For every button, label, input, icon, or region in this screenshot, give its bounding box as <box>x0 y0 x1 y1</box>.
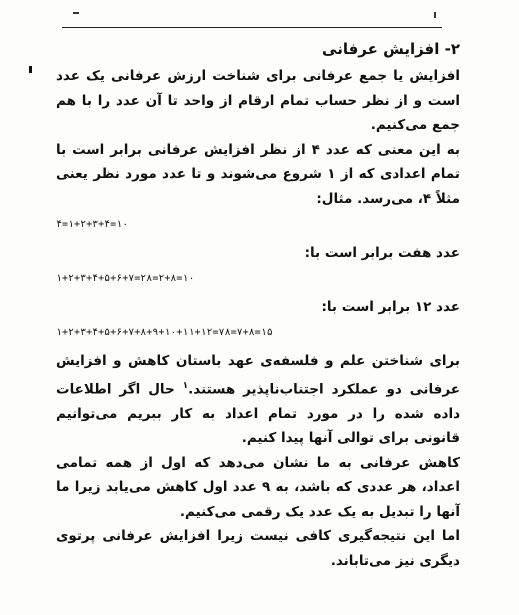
paragraph-ancient-science-b: حال اگر اطلاعات داده شده را در مورد تمام اعداد به کار ببریم می‌توانیم قانونی برای توالی آنها پیدا کنیم. <box>56 381 460 446</box>
paragraph-definition: افزایش یا جمع عرفانی برای شناخت ارزش عرفانی یک عدد است و از نظر حساب تمام ارقام از واحد تا آن عدد را با هم جمع می‌کنیم. <box>56 68 460 133</box>
scan-speck <box>434 12 436 18</box>
label-seven: عدد هفت برابر است با: <box>304 245 460 261</box>
paragraph-conclusion: اما این نتیجه‌گیری کافی نیست زیرا افزایش عرفانی پرتوی دیگری نیز می‌تاباند. <box>56 528 460 569</box>
equation-four: ۴=۱+۲+۳+۴=۱۰ <box>56 219 129 230</box>
paragraph-ancient-science-a: برای شناختن علم و فلسفه‌ی عهد باستان کاهش و افزایش عرفانی دو عملکرد اجتناب‌ناپذیر هستند. <box>56 353 460 397</box>
footnote-marker: ۱ <box>182 380 189 391</box>
scan-speck <box>73 12 79 14</box>
paragraph-ancient-science <box>56 349 460 451</box>
paragraph-example-intro: به این معنی که عدد ۴ از نظر افزایش عرفانی برابر است با تمام اعدادی که از ۱ شروع می‌شوند و تا عدد مورد نظر یعنی مثلاً ۴، می‌رسد. مثال: <box>56 141 460 207</box>
header-rule <box>62 27 442 28</box>
section-heading: ۲- افزایش عرفانی <box>322 40 460 58</box>
body-text <box>56 34 460 573</box>
label-twelve: عدد ۱۲ برابر است با: <box>321 299 460 315</box>
equation-twelve: ۱+۲+۳+۴+۵+۶+۷+۸+۹+۱۰+۱۱+۱۲=۷۸=۷+۸=۱۵ <box>56 327 273 338</box>
margin-mark <box>29 66 32 73</box>
paragraph-reduction: کاهش عرفانی به ما نشان می‌دهد که اول از همه تمامی اعداد، هر عددی که باشد، به ۹ عدد اول کاهش می‌یابد زیرا ما آنها را تبدیل به یک عدد یک رقمی می‌کنیم. <box>56 454 460 520</box>
equation-seven: ۱+۲+۳+۴+۵+۶+۷=۲۸=۲+۸=۱۰ <box>56 273 195 284</box>
